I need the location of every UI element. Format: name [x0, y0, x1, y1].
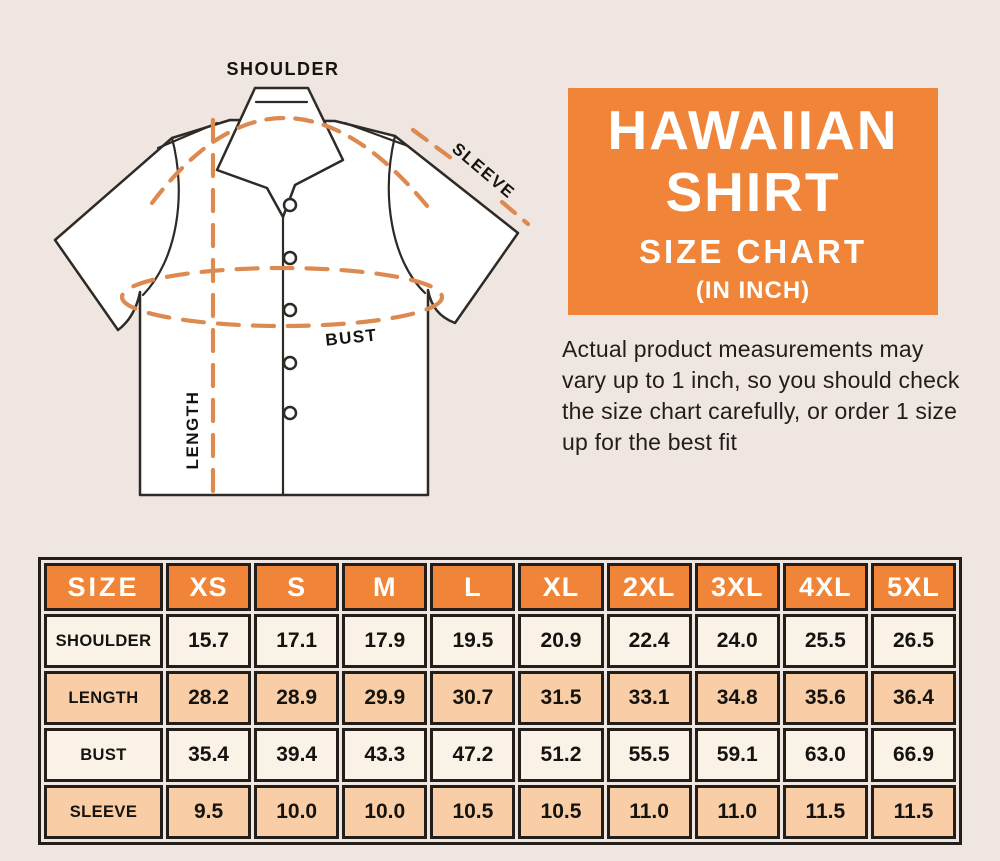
size-col-header: 5XL	[871, 563, 956, 611]
measurement-cell: 34.8	[695, 671, 780, 725]
measurement-cell: 63.0	[783, 728, 868, 782]
measurement-cell: 66.9	[871, 728, 956, 782]
measurement-row-label: SHOULDER	[44, 614, 163, 668]
measurement-cell: 28.9	[254, 671, 339, 725]
size-table-header-row	[44, 563, 956, 611]
measurement-cell: 10.0	[254, 785, 339, 839]
size-col-header: 4XL	[783, 563, 868, 611]
measurement-cell: 26.5	[871, 614, 956, 668]
sleeve-label: SLEEVE	[448, 139, 519, 203]
button-icon	[284, 199, 296, 211]
title-unit: (IN INCH)	[695, 276, 811, 304]
measurement-cell: 59.1	[695, 728, 780, 782]
measurement-cell: 10.5	[518, 785, 603, 839]
size-table-body	[44, 614, 956, 839]
measurement-cell: 28.2	[166, 671, 251, 725]
size-col-header: XS	[166, 563, 251, 611]
measurement-cell: 35.4	[166, 728, 251, 782]
measurement-cell: 31.5	[518, 671, 603, 725]
measurement-cell: 36.4	[871, 671, 956, 725]
size-col-header: M	[342, 563, 427, 611]
measurement-cell: 17.9	[342, 614, 427, 668]
size-table	[41, 560, 959, 842]
measurement-note: Actual product measurements may vary up to 1 inch, so you should check the size chart carefully, or order 1 size up for the best fit	[562, 336, 960, 455]
measurement-cell: 51.2	[518, 728, 603, 782]
size-col-header: 3XL	[695, 563, 780, 611]
measurement-cell: 11.5	[871, 785, 956, 839]
measurement-row-label: SLEEVE	[44, 785, 163, 839]
button-icon	[284, 252, 296, 264]
size-col-header: 2XL	[607, 563, 692, 611]
measurement-cell: 29.9	[342, 671, 427, 725]
button-icon	[284, 304, 296, 316]
size-col-header: L	[430, 563, 515, 611]
title-box	[568, 88, 938, 315]
measurement-cell: 10.5	[430, 785, 515, 839]
length-label: LENGTH	[183, 390, 202, 470]
measurement-row-label: BUST	[44, 728, 163, 782]
measurement-row	[44, 728, 956, 782]
measurement-cell: 20.9	[518, 614, 603, 668]
measurement-cell: 11.5	[783, 785, 868, 839]
bust-label: BUST	[324, 325, 379, 350]
measurement-row	[44, 614, 956, 668]
measurement-cell: 39.4	[254, 728, 339, 782]
measurement-row	[44, 671, 956, 725]
button-icon	[284, 357, 296, 369]
measurement-cell: 35.6	[783, 671, 868, 725]
size-col-header: S	[254, 563, 339, 611]
measurement-cell: 17.1	[254, 614, 339, 668]
measurement-cell: 33.1	[607, 671, 692, 725]
measurement-cell: 10.0	[342, 785, 427, 839]
sleeve-measure-line-lower	[502, 202, 528, 224]
measurement-row-label: LENGTH	[44, 671, 163, 725]
measurement-cell: 30.7	[430, 671, 515, 725]
measurement-cell: 22.4	[607, 614, 692, 668]
size-table-wrap	[38, 557, 962, 845]
button-icon	[284, 407, 296, 419]
measurement-cell: 11.0	[695, 785, 780, 839]
shoulder-label: SHOULDER	[226, 59, 340, 79]
measurement-cell: 43.3	[342, 728, 427, 782]
size-table-head	[44, 563, 956, 611]
measurement-cell: 11.0	[607, 785, 692, 839]
measurement-cell: 25.5	[783, 614, 868, 668]
measurement-cell: 47.2	[430, 728, 515, 782]
measurement-cell: 19.5	[430, 614, 515, 668]
measurement-cell: 9.5	[166, 785, 251, 839]
measurement-cell: 24.0	[695, 614, 780, 668]
title-line-2: SHIRT	[665, 160, 841, 223]
title-subtitle: SIZE CHART	[639, 232, 867, 270]
measurement-cell: 15.7	[166, 614, 251, 668]
size-col-header: XL	[518, 563, 603, 611]
shirt-diagram	[25, 45, 540, 545]
measurement-row	[44, 785, 956, 839]
title-line-1: HAWAIIAN	[607, 98, 899, 161]
size-corner-header: SIZE	[44, 563, 163, 611]
measurement-cell: 55.5	[607, 728, 692, 782]
